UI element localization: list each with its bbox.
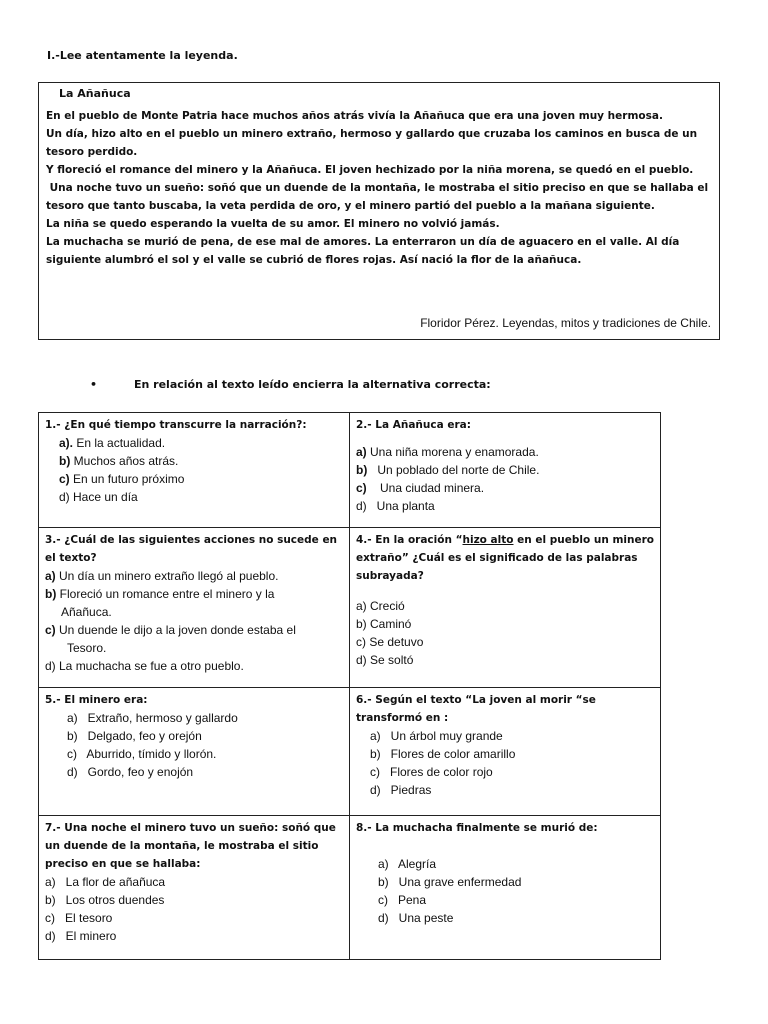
question-6-text: 6.- Según el texto “La joven al morir “se transformó en : [356,694,596,724]
question-5-options [45,709,343,781]
option-b[interactable]: b) Un poblado del norte de Chile. [356,463,540,477]
question-cell-6 [350,688,661,816]
legend-text [46,107,714,269]
option-a[interactable]: a) Un día un minero extraño llegó al pueblo. [45,569,279,583]
legend-paragraph: Y floreció el romance del minero y la Añañuca. El joven hechizado por la niña morena, se quedó en el pueblo. [46,164,694,176]
option-d[interactable]: d) El minero [45,929,117,943]
question-3-options [45,567,343,675]
option-c[interactable]: c) En un futuro próximo [59,472,185,486]
question-cell-2 [350,413,661,528]
option-b[interactable]: b) Muchos años atrás. [59,454,179,468]
option-c-continued: Tesoro. [67,641,107,655]
question-cell-1 [39,413,350,528]
option-c[interactable]: c) Flores de color rojo [370,765,493,779]
option-a[interactable]: a) Un árbol muy grande [370,729,503,743]
legend-box [38,82,720,340]
question-4-options [356,597,654,669]
legend-paragraph: La muchacha se murió de pena, de ese mal de amores. La enterraron un día de aguacero en el valle. Al día siguiente alumbró el sol y el valle se cubrió de flores rojas. Así nació la flor de la añañuca. [46,236,680,266]
option-a[interactable]: a) Alegría [378,857,437,871]
question-8-options [356,855,654,927]
option-b[interactable]: b) Una grave enfermedad [378,875,522,889]
option-b[interactable]: b) Floreció un romance entre el minero y la [45,587,275,601]
question-1-options [45,434,343,506]
legend-source: Floridor Pérez. Leyendas, mitos y tradiciones de Chile. [420,316,711,330]
legend-paragraph: Una noche tuvo un sueño: soñó que un duende de la montaña, le mostraba el sitio preciso en que se hallaba el tesoro que tanto buscaba, la veta perdida de oro, y el minero partió del pueblo a la mañana siguiente. [46,182,712,212]
option-a[interactable]: a) La flor de añañuca [45,875,166,889]
legend-paragraph: En el pueblo de Monte Patria hace muchos años atrás vivía la Añañuca que era una joven muy hermosa. [46,110,663,122]
question-cell-8 [350,816,661,960]
option-c[interactable]: c) Pena [378,893,427,907]
question-7-text: 7.- Una noche el minero tuvo un sueño: soñó que un duende de la montaña, le mostraba el sitio preciso en que se hallaba: [45,822,336,870]
question-4-text: 4.- En la oración “hizo alto en el pueblo un minero extraño” ¿Cuál es el significado de las palabras subrayada? [356,534,654,582]
option-d[interactable]: d) Se soltó [356,653,414,667]
option-b[interactable]: b) Los otros duendes [45,893,165,907]
option-c[interactable]: c) Se detuvo [356,635,424,649]
legend-title: La Añañuca [59,87,131,100]
option-d[interactable]: d) La muchacha se fue a otro pueblo. [45,659,244,673]
option-a[interactable]: a). En la actualidad. [59,436,166,450]
question-2-options [356,443,654,515]
option-d[interactable]: d) Una planta [356,499,435,513]
option-d[interactable]: d) Una peste [378,911,454,925]
question-6-options [356,727,654,799]
option-b[interactable]: b) Delgado, feo y orejón [67,729,202,743]
question-cell-3 [39,528,350,688]
option-b[interactable]: b) Caminó [356,617,412,631]
question-5-text: 5.- El minero era: [45,694,148,706]
question-2-text: 2.- La Añañuca era: [356,419,471,431]
option-a[interactable]: a) Creció [356,599,405,613]
option-d[interactable]: d) Piedras [370,783,432,797]
question-1-text: 1.- ¿En qué tiempo transcurre la narración?: [45,419,307,431]
question-cell-5 [39,688,350,816]
option-a[interactable]: a) Extraño, hermoso y gallardo [67,711,238,725]
questions-table [38,412,661,960]
question-7-options [45,873,343,945]
option-a[interactable]: a) Una niña morena y enamorada. [356,445,539,459]
legend-paragraph: Un día, hizo alto en el pueblo un minero extraño, hermoso y gallardo que cruzaba los caminos en busca de un tesoro perdido. [46,128,698,158]
question-cell-7 [39,816,350,960]
question-cell-4 [350,528,661,688]
option-c[interactable]: c) Aburrido, tímido y llorón. [67,747,217,761]
option-b-continued: Añañuca. [61,605,112,619]
option-d[interactable]: d) Gordo, feo y enojón [67,765,194,779]
instruction [90,378,491,391]
option-c[interactable]: c) Una ciudad minera. [356,481,485,495]
option-c[interactable]: c) Un duende le dijo a la joven donde estaba el [45,623,296,637]
option-b[interactable]: b) Flores de color amarillo [370,747,516,761]
option-d[interactable]: d) Hace un día [59,490,138,504]
question-8-text: 8.- La muchacha finalmente se murió de: [356,822,598,834]
section-heading: I.-Lee atentamente la leyenda. [47,49,238,62]
question-3-text: 3.- ¿Cuál de las siguientes acciones no sucede en el texto? [45,534,338,564]
legend-paragraph: La niña se quedo esperando la vuelta de su amor. El minero no volvió jamás. [46,218,500,230]
underlined-phrase: hizo alto [462,534,514,546]
instruction-text: En relación al texto leído encierra la alternativa correcta: [134,378,491,391]
bullet-icon: • [90,378,98,391]
option-c[interactable]: c) El tesoro [45,911,113,925]
